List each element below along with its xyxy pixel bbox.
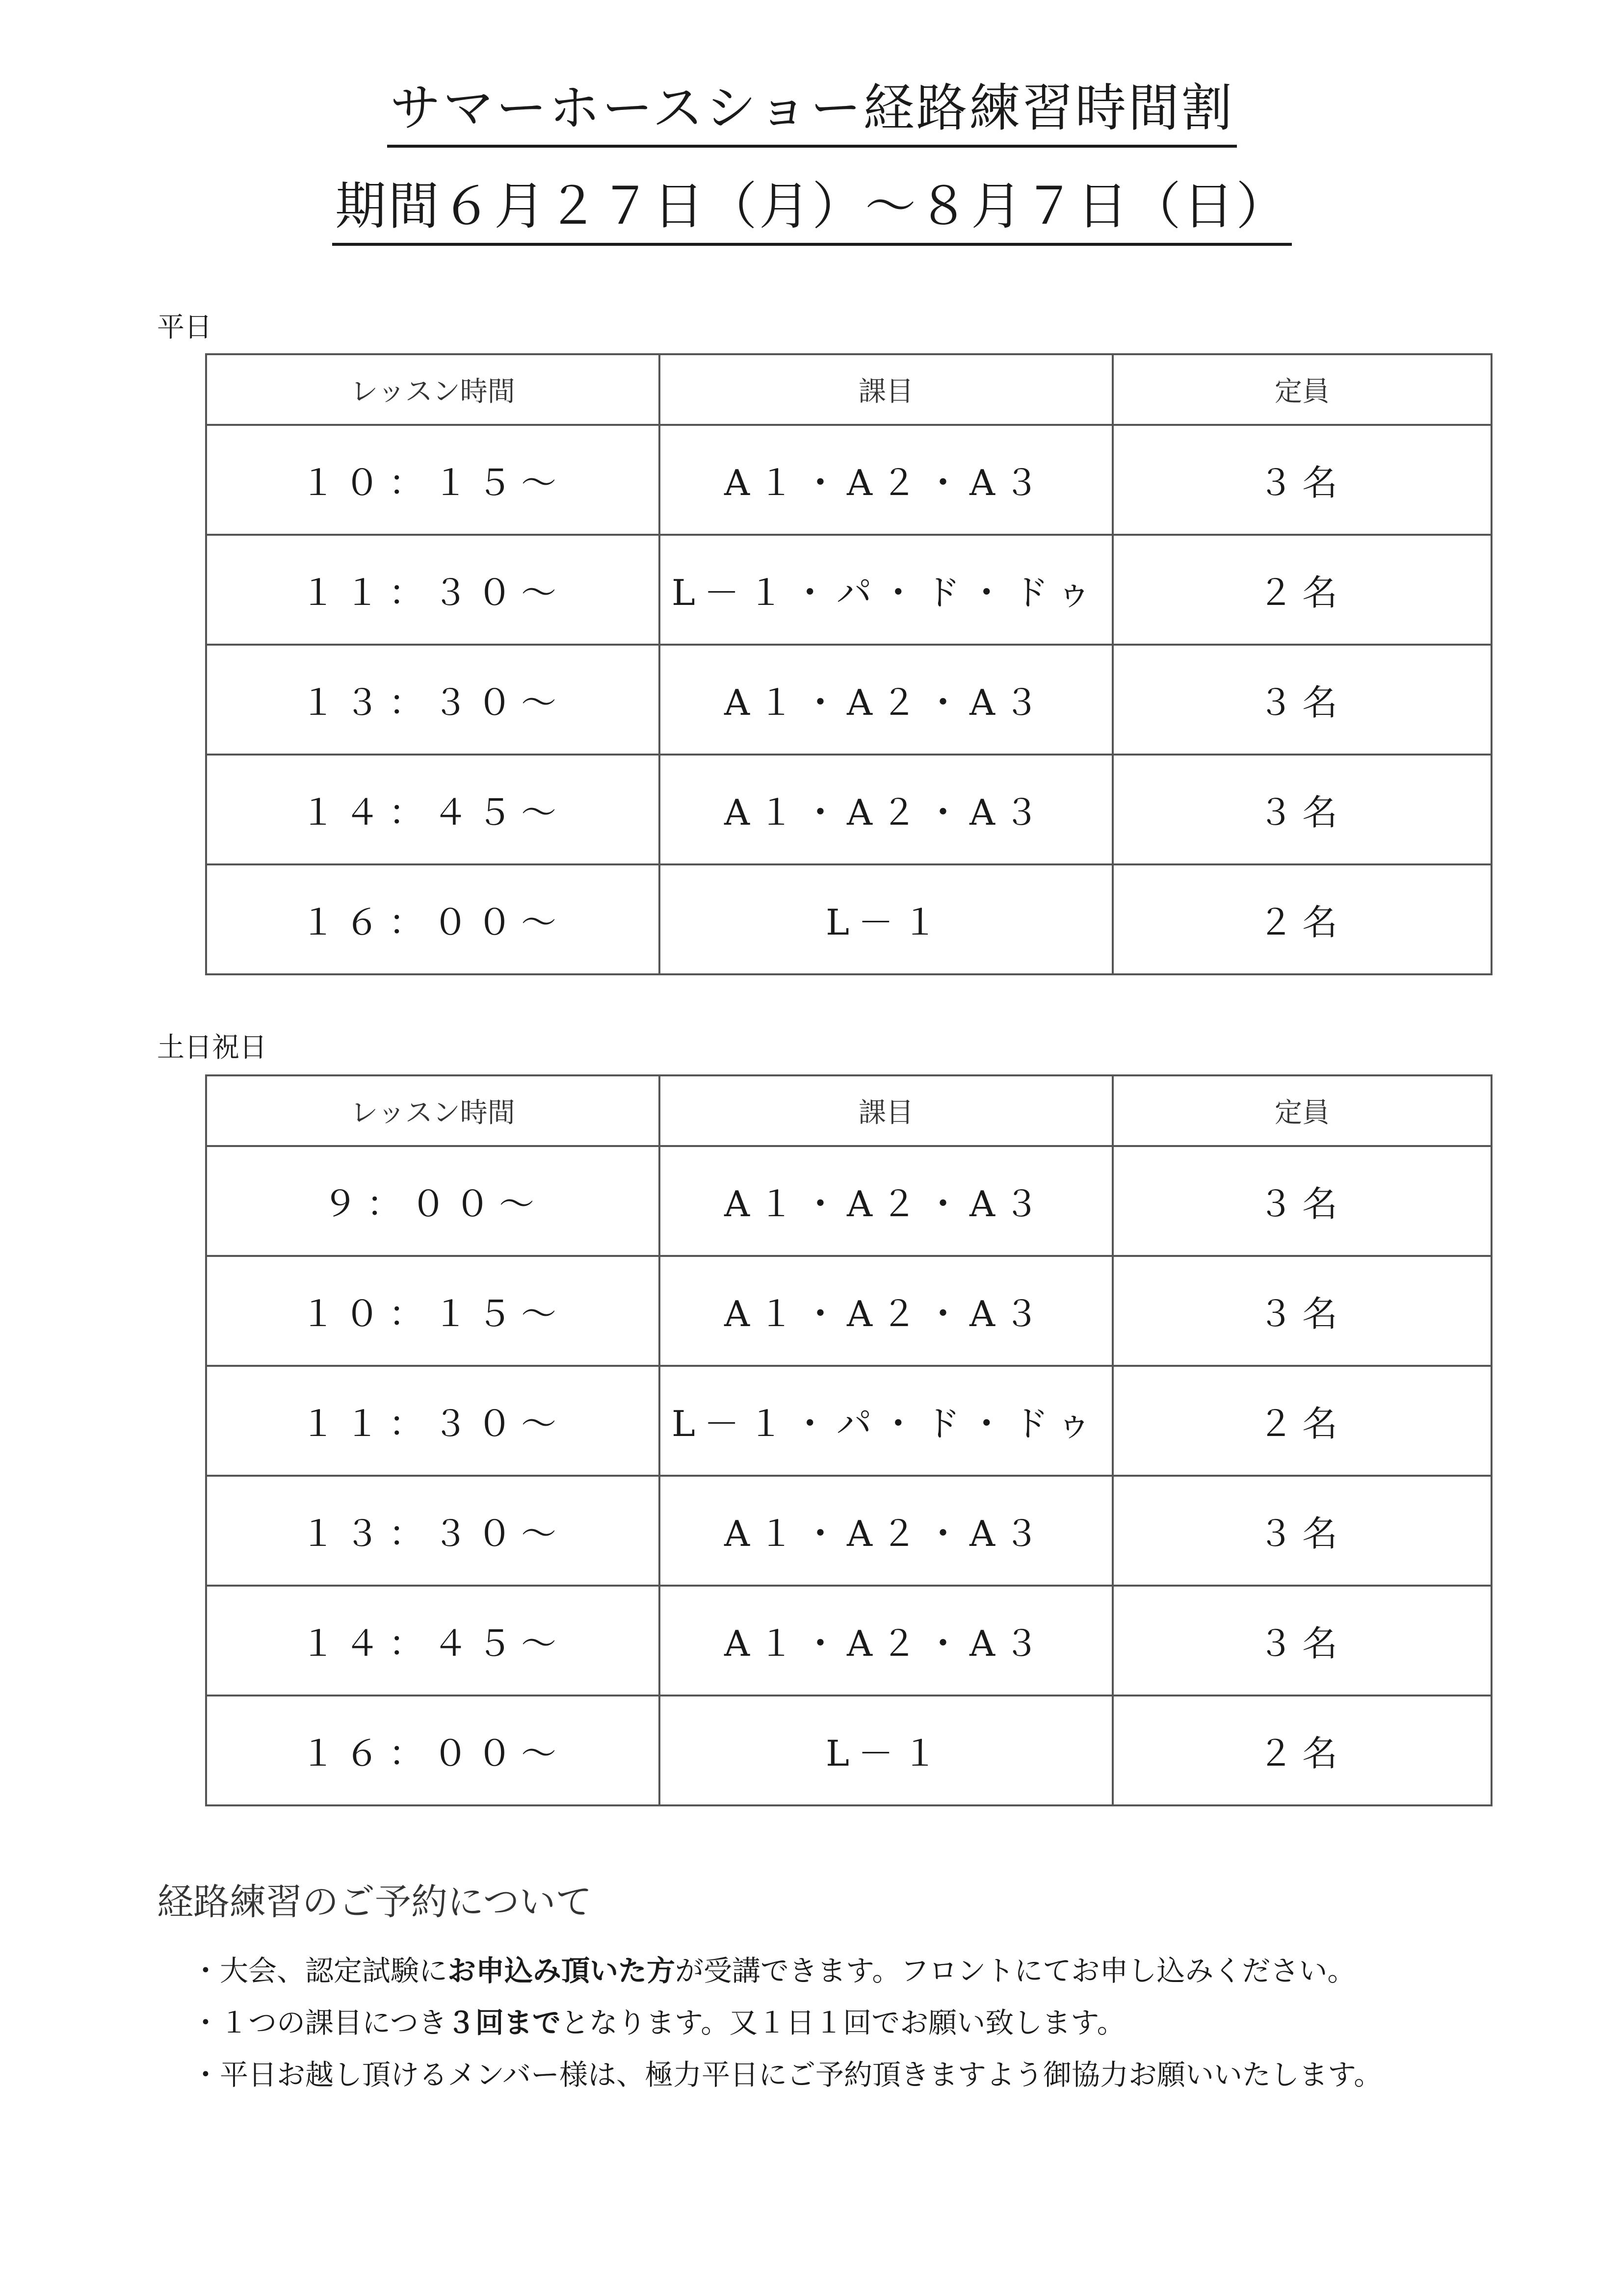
note-item: ・平日お越し頂けるメンバー様は、極力平日にご予約頂きますよう御協力お願いいたします。 bbox=[191, 2058, 1383, 2091]
table-row bbox=[206, 755, 1492, 864]
reservation-notes-heading: 経路練習のご予約について bbox=[157, 1881, 592, 1923]
course-name: L－１ bbox=[659, 1696, 1113, 1805]
weekday-schedule-table bbox=[205, 353, 1493, 975]
course-name: A１・A２・A３ bbox=[659, 425, 1113, 535]
period-subtitle: 期間６月２７日（月）～８月７日（日） bbox=[0, 181, 1624, 232]
course-name: L－１・パ・ド・ドゥ bbox=[659, 1366, 1113, 1476]
course-name: A１・A２・A３ bbox=[659, 755, 1113, 864]
weekday-label: 平日 bbox=[157, 312, 212, 343]
table-row bbox=[206, 535, 1492, 645]
lesson-time: １４：４５～ bbox=[206, 1586, 659, 1696]
capacity: ２名 bbox=[1113, 535, 1492, 645]
weekend-holiday-label: 土日祝日 bbox=[157, 1032, 267, 1064]
table-row bbox=[206, 1146, 1492, 1256]
table-row bbox=[206, 1476, 1492, 1586]
capacity: ３名 bbox=[1113, 645, 1492, 755]
lesson-time: １０：１５～ bbox=[206, 425, 659, 535]
capacity: ２名 bbox=[1113, 864, 1492, 974]
table-row bbox=[206, 1696, 1492, 1805]
note-item: ・１つの課目につき３回までとなります。又１日１回でお願い致します。 bbox=[191, 2006, 1126, 2039]
lesson-time: １４：４５～ bbox=[206, 755, 659, 864]
course-name: L－１・パ・ド・ドゥ bbox=[659, 535, 1113, 645]
weekend-schedule-table bbox=[205, 1074, 1493, 1806]
capacity: ３名 bbox=[1113, 1256, 1492, 1366]
table-row bbox=[206, 864, 1492, 974]
table-row bbox=[206, 1256, 1492, 1366]
table-header-row bbox=[206, 1075, 1492, 1146]
lesson-time: １３：３０～ bbox=[206, 1476, 659, 1586]
capacity: ３名 bbox=[1113, 1146, 1492, 1256]
header-capacity: 定員 bbox=[1113, 354, 1492, 425]
note-item: ・大会、認定試験にお申込み頂いた方が受講できます。フロントにてお申し込みください。 bbox=[191, 1954, 1356, 1987]
course-name: A１・A２・A３ bbox=[659, 1476, 1113, 1586]
lesson-time: １０：１５～ bbox=[206, 1256, 659, 1366]
course-name: A１・A２・A３ bbox=[659, 1586, 1113, 1696]
course-name: A１・A２・A３ bbox=[659, 645, 1113, 755]
page-title: サマーホースショー経路練習時間割 bbox=[0, 82, 1624, 133]
table-row bbox=[206, 1366, 1492, 1476]
capacity: ２名 bbox=[1113, 1366, 1492, 1476]
capacity: ２名 bbox=[1113, 1696, 1492, 1805]
table-row bbox=[206, 645, 1492, 755]
lesson-time: １１：３０～ bbox=[206, 1366, 659, 1476]
capacity: ３名 bbox=[1113, 1586, 1492, 1696]
table-header-row bbox=[206, 354, 1492, 425]
capacity: ３名 bbox=[1113, 755, 1492, 864]
header-time: レッスン時間 bbox=[206, 1075, 659, 1146]
course-name: A１・A２・A３ bbox=[659, 1256, 1113, 1366]
header-course: 課目 bbox=[659, 354, 1113, 425]
table-row bbox=[206, 1586, 1492, 1696]
header-time: レッスン時間 bbox=[206, 354, 659, 425]
lesson-time: １６：００～ bbox=[206, 1696, 659, 1805]
lesson-time: １３：３０～ bbox=[206, 645, 659, 755]
lesson-time: ９：００～ bbox=[206, 1146, 659, 1256]
header-course: 課目 bbox=[659, 1075, 1113, 1146]
course-name: L－１ bbox=[659, 864, 1113, 974]
table-row bbox=[206, 425, 1492, 535]
capacity: ３名 bbox=[1113, 425, 1492, 535]
reservation-notes-list bbox=[191, 1954, 1383, 2113]
capacity: ３名 bbox=[1113, 1476, 1492, 1586]
header-capacity: 定員 bbox=[1113, 1075, 1492, 1146]
lesson-time: １６：００～ bbox=[206, 864, 659, 974]
lesson-time: １１：３０～ bbox=[206, 535, 659, 645]
course-name: A１・A２・A３ bbox=[659, 1146, 1113, 1256]
